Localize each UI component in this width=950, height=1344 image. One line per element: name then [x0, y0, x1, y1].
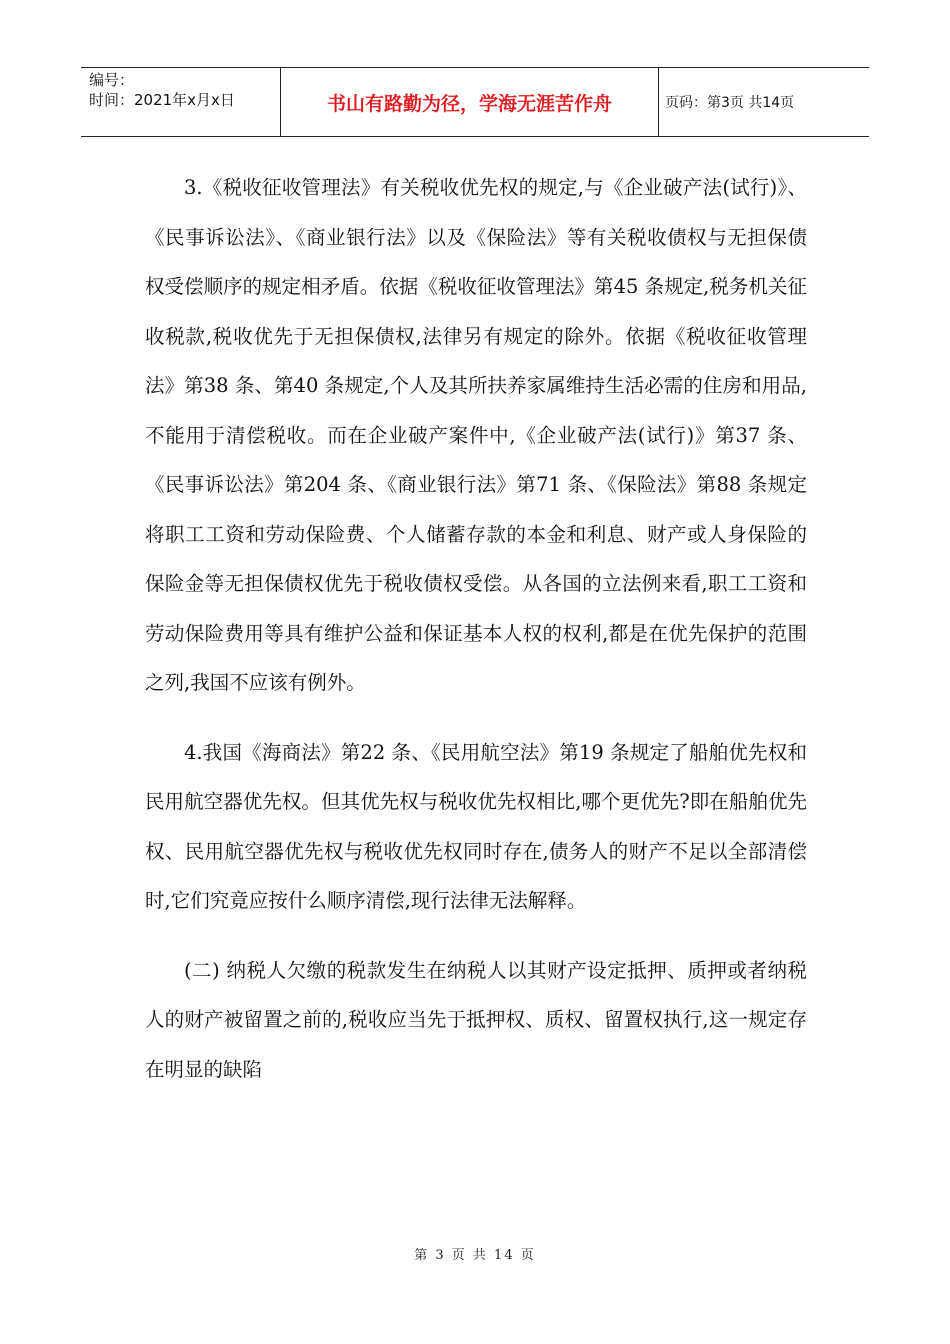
- header-page-cell: [659, 68, 869, 136]
- document-number-label: 编号：: [89, 71, 135, 89]
- header-motto: 书山有路勤为径，学海无涯苦作舟: [326, 92, 612, 115]
- header-page-label: 页码：第3页 共14页: [665, 95, 795, 111]
- paragraph-3: 3.《税收征收管理法》有关税收优先权的规定,与《企业破产法(试行)》、《民事诉讼法》、《商业银行法》以及《保险法》等有关税收债权与无担保债权受偿顺序的规定相矛盾。依据《税收征收管理法》第45 条规定,税务机关征收税款,税收优先于无担保债权,法律另有规定的除外。依据《税收征收管理法》第38 条、第40 条规定,个人及其所扶养家属维持生活必需的住房和用品,不能用于清偿税收。而在企业破产案件中,《企业破产法(试行)》第37 条、《民事诉讼法》第204 条、《商业银行法》第71 条、《保险法》第88 条规定将职工工资和劳动保险费、个人储蓄存款的本金和利息、财产或人身保险的保险金等无担保债权优先于税收债权受偿。从各国的立法例来看,职工工资和劳动保险费用等具有维护公益和保证基本人权的权利,都是在优先保护的范围之列,我国不应该有例外。: [145, 176, 807, 694]
- page-footer: 第 3 页 共 14 页: [414, 1248, 536, 1263]
- header-meta: [81, 68, 281, 136]
- document-header: [81, 67, 869, 137]
- paragraph-section-2: (二) 纳税人欠缴的税款发生在纳税人以其财产设定抵押、质押或者纳税人的财产被留置之前的,税收应当先于抵押权、质权、留置权执行,这一规定存在明显的缺陷: [145, 958, 807, 1081]
- header-motto-cell: [281, 68, 659, 136]
- document-date-label: 时间：2021年x月x日: [89, 91, 235, 109]
- paragraph-4: 4.我国《海商法》第22 条、《民用航空法》第19 条规定了船舶优先权和民用航空器优先权。但其优先权与税收优先权相比,哪个更优先?即在船舶优先权、民用航空器优先权与税收优先权同时存在,债务人的财产不足以全部清偿时,它们究竟应按什么顺序清偿,现行法律无法解释。: [145, 740, 807, 912]
- document-body: [145, 163, 807, 1094]
